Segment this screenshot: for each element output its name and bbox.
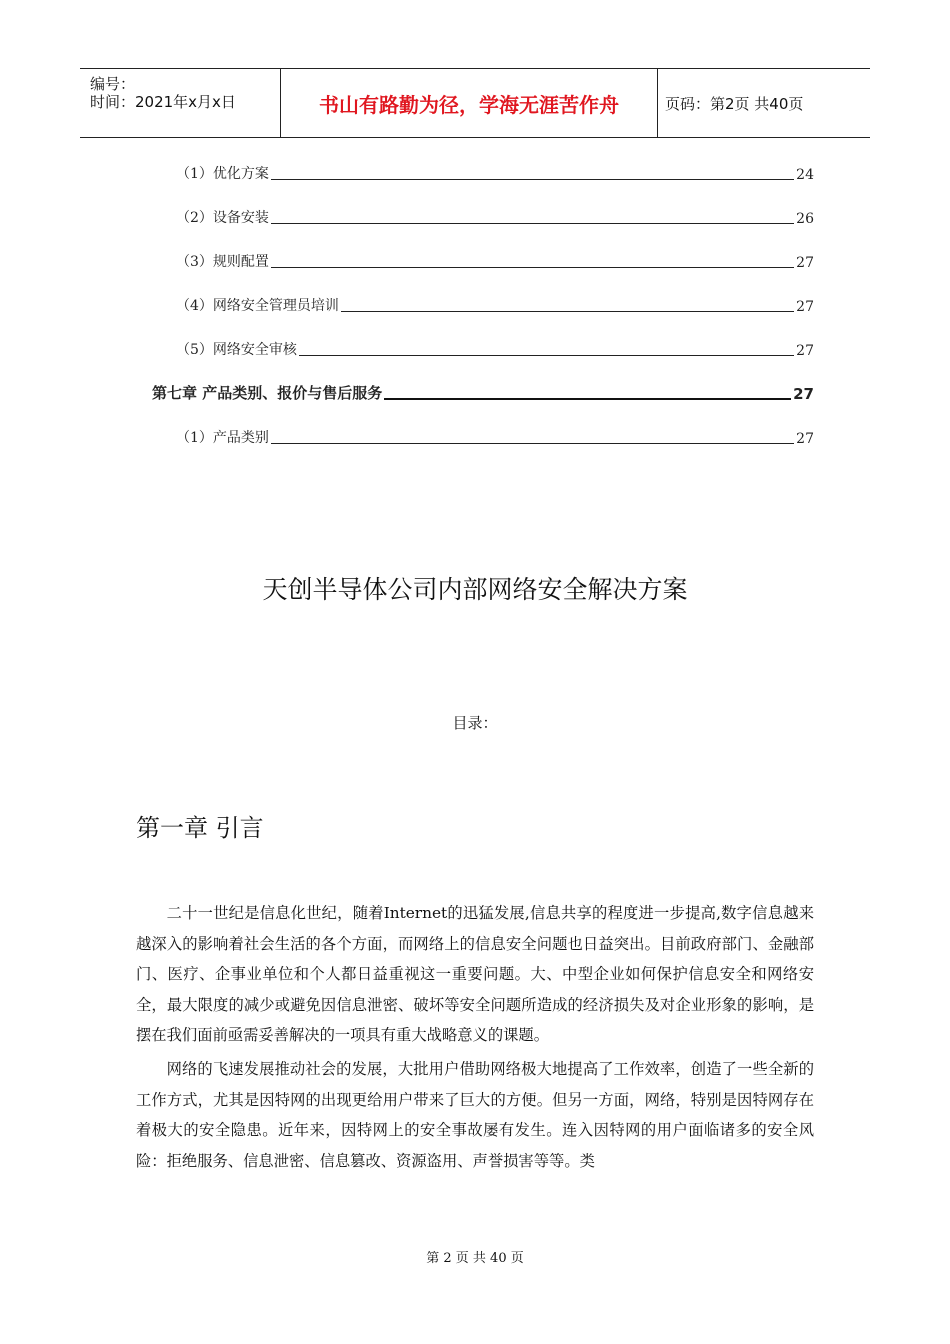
toc-entry-label: （2）设备安装 bbox=[176, 210, 269, 226]
toc-entry-page: 27 bbox=[796, 299, 814, 315]
toc-entry[interactable] bbox=[176, 427, 814, 447]
header-date: 时间：2021年x月x日 bbox=[90, 93, 236, 111]
toc-list bbox=[152, 160, 814, 450]
toc-entry-label: （4）网络安全管理员培训 bbox=[176, 298, 339, 314]
chapter-heading: 第一章 引言 bbox=[136, 814, 264, 842]
toc-leader bbox=[299, 355, 794, 356]
toc-heading: 目录： bbox=[452, 714, 498, 732]
toc-leader bbox=[341, 311, 794, 312]
toc-entry[interactable] bbox=[176, 251, 814, 271]
toc-entry-label: （1）优化方案 bbox=[176, 166, 269, 182]
body-paragraph: 网络的飞速发展推动社会的发展，大批用户借助网络极大地提高了工作效率，创造了一些全新的工作方式，尤其是因特网的出现更给用户带来了巨大的方便。但另一方面，网络，特别是因特网存在着极大的安全隐患。近年来，因特网上的安全事故屡有发生。连入因特网的用户面临诸多的安全风险：拒绝服务、信息泄密、信息篡改、资源盗用、声誉损害等等。类 bbox=[136, 1060, 814, 1170]
toc-entry-page: 27 bbox=[796, 431, 814, 447]
header-info-cell bbox=[80, 69, 281, 137]
toc-entry-page: 27 bbox=[796, 343, 814, 359]
page-footer: 第 2 页 共 40 页 bbox=[426, 1251, 524, 1266]
toc-leader bbox=[271, 443, 794, 444]
toc-leader bbox=[384, 398, 791, 400]
toc-leader bbox=[271, 223, 794, 224]
header-number-label: 编号： bbox=[90, 75, 136, 93]
toc-entry[interactable] bbox=[176, 339, 814, 359]
toc-entry-label: 第七章 产品类别、报价与售后服务 bbox=[152, 384, 383, 402]
toc-entry-page: 26 bbox=[796, 211, 814, 227]
body-paragraph: 二十一世纪是信息化世纪，随着Internet的迅猛发展,信息共享的程度进一步提高,数字信息越来越深入的影响着社会生活的各个方面，而网络上的信息安全问题也日益突出。目前政府部门、金融部门、医疗、企事业单位和个人都日益重视这一重要问题。大、中型企业如何保护信息安全和网络安全，最大限度的减少或避免因信息泄密、破坏等安全问题所造成的经济损失及对企业形象的影响，是摆在我们面前亟需妥善解决的一项具有重大战略意义的课题。 bbox=[136, 904, 814, 1044]
page-header bbox=[80, 68, 870, 138]
toc-entry[interactable] bbox=[176, 163, 814, 183]
header-motto: 书山有路勤为径，学海无涯苦作舟 bbox=[281, 69, 658, 137]
toc-chapter-entry[interactable] bbox=[152, 383, 814, 403]
toc-entry-page: 24 bbox=[796, 167, 814, 183]
toc-entry-label: （5）网络安全审核 bbox=[176, 342, 297, 358]
toc-leader bbox=[271, 267, 794, 268]
toc-entry[interactable] bbox=[176, 207, 814, 227]
toc-entry[interactable] bbox=[176, 295, 814, 315]
toc-entry-label: （3）规则配置 bbox=[176, 254, 269, 270]
toc-entry-page: 27 bbox=[793, 385, 814, 403]
header-page-info: 页码：第2页 共40页 bbox=[665, 94, 804, 113]
toc-entry-label: （1）产品类别 bbox=[176, 430, 269, 446]
document-title: 天创半导体公司内部网络安全解决方案 bbox=[262, 575, 688, 604]
toc-leader bbox=[271, 179, 794, 180]
toc-entry-page: 27 bbox=[796, 255, 814, 271]
